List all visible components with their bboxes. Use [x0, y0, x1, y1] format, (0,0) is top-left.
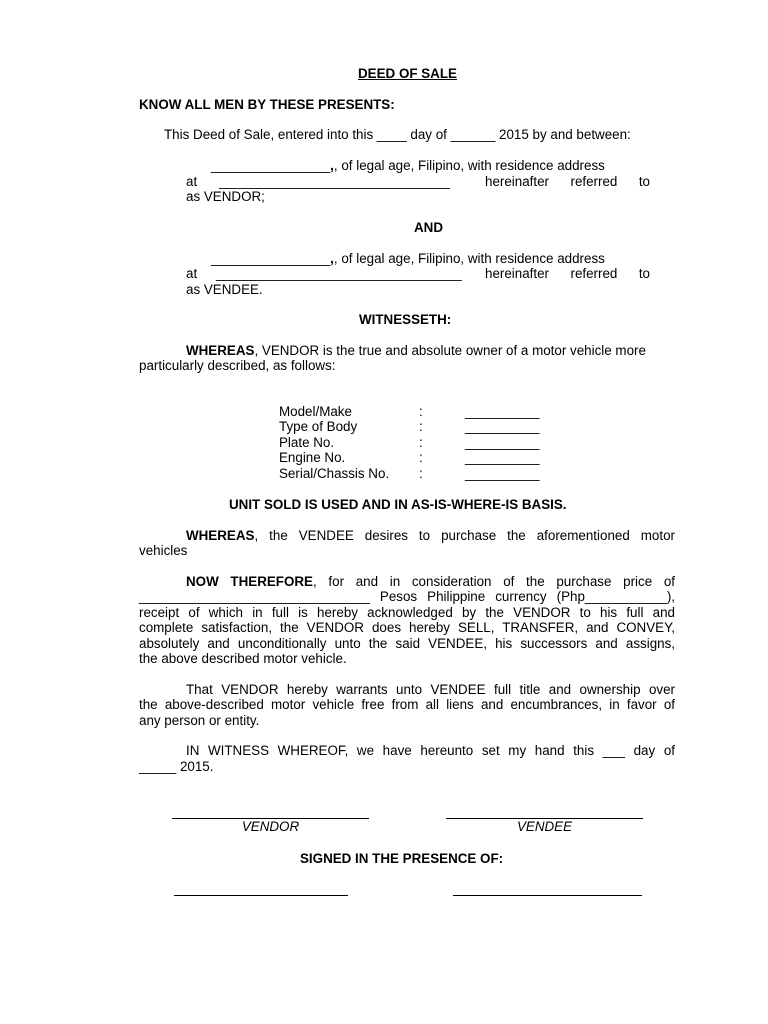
spec-blank: __________: [465, 450, 540, 465]
warranty-line-3: any person or entity.: [139, 713, 260, 728]
spec-label: Engine No.: [279, 450, 346, 465]
spec-blank: __________: [465, 419, 540, 434]
spec-row-model: [279, 404, 549, 420]
spec-label: Type of Body: [279, 419, 358, 434]
whereas-vendee-lead: WHEREAS: [186, 528, 255, 543]
spec-blank: __________: [465, 466, 540, 481]
spec-colon: :: [419, 404, 423, 419]
now-therefore-line-2: _______________________________ Pesos Philippine currency (Php___________),: [139, 589, 675, 604]
witness-whereof-line-1: IN WITNESS WHEREOF, we have hereunto set my hand this ___ day of: [186, 743, 675, 758]
warranty-line-1: That VENDOR hereby warrants unto VENDEE full title and ownership over: [186, 682, 675, 697]
vendee-line-3: as VENDEE.: [186, 282, 263, 297]
vendor-address-blank: _______________________________: [219, 174, 450, 189]
and-separator: AND: [414, 220, 444, 235]
warranty-line-2: the above-described motor vehicle free from all liens and encumbrances, in favor of: [139, 697, 675, 712]
intro-paragraph: This Deed of Sale, entered into this ____ day of ______ 2015 by and between:: [164, 127, 631, 142]
spec-blank: __________: [465, 404, 540, 419]
now-therefore-line-6: the above described motor vehicle.: [139, 651, 347, 666]
vendor-hereinafter: hereinafter referred to: [485, 174, 650, 189]
whereas-vendee-line-2: vehicles: [139, 543, 188, 558]
vendee-hereinafter: hereinafter referred to: [485, 266, 650, 281]
witnesseth-heading: WITNESSETH:: [359, 312, 452, 327]
now-therefore-text: , for and in consideration of the purchase price of: [313, 574, 675, 589]
vendor-signature-label: VENDOR: [241, 819, 300, 834]
spec-colon: :: [419, 466, 423, 481]
spec-colon: :: [419, 450, 423, 465]
witness-1-signature-line: [174, 895, 348, 896]
now-therefore-line-4: complete satisfaction, the VENDOR does hereby SELL, TRANSFER, and CONVEY,: [139, 620, 675, 635]
unit-sold-notice: UNIT SOLD IS USED AND IN AS-IS-WHERE-IS BASIS.: [229, 497, 567, 512]
spec-row-engine: [279, 450, 549, 466]
vendor-line-1-text: , of legal age, Filipino, with residence address: [333, 158, 605, 173]
witness-whereof-line-2: _____ 2015.: [139, 759, 214, 774]
now-therefore-line-3: receipt of which in full is hereby acknowledged by the VENDOR to his full and: [139, 605, 675, 620]
vendor-at: at: [186, 174, 198, 189]
now-therefore-line-1: [186, 574, 675, 590]
spec-label: Plate No.: [279, 435, 335, 450]
witness-2-signature-line: [453, 895, 642, 896]
vendor-name-blank: ________________: [211, 158, 331, 173]
spec-colon: :: [419, 419, 423, 434]
now-therefore-line-5: absolutely and unconditionally unto the said VENDEE, his successors and assigns,: [139, 636, 675, 651]
spec-colon: :: [419, 435, 423, 450]
vendee-signature-label: VENDEE: [516, 819, 573, 834]
spec-row-body: [279, 419, 549, 435]
vendee-line-1: ________________,, of legal age, Filipino, with residence address: [211, 251, 605, 266]
vendee-at: at: [186, 266, 198, 281]
vendee-line-1-text: , of legal age, Filipino, with residence address: [333, 251, 605, 266]
signed-presence-heading: SIGNED IN THE PRESENCE OF:: [300, 851, 504, 866]
spec-label: Model/Make: [279, 404, 352, 419]
whereas-vendee-line-1: [186, 528, 675, 544]
whereas-owner-lead: WHEREAS: [186, 343, 255, 358]
opening-line: KNOW ALL MEN BY THESE PRESENTS:: [139, 97, 395, 112]
vendor-line-1: ________________,, of legal age, Filipino, with residence address: [211, 158, 605, 173]
spec-blank: __________: [465, 435, 540, 450]
whereas-owner-line-2: particularly described, as follows:: [139, 358, 336, 373]
spec-row-plate: [279, 435, 549, 451]
document-title: DEED OF SALE: [358, 66, 457, 81]
vendee-name-blank: ________________: [211, 251, 331, 266]
whereas-owner-line-1: [186, 343, 646, 359]
now-therefore-lead: NOW THEREFORE: [186, 574, 313, 589]
spec-label: Serial/Chassis No.: [279, 466, 390, 481]
vendor-line-3: as VENDOR;: [186, 189, 265, 204]
vendee-address-blank: _________________________________: [216, 266, 462, 281]
spec-row-chassis: [279, 466, 549, 482]
whereas-owner-text: , VENDOR is the true and absolute owner of a motor vehicle more: [254, 343, 646, 358]
whereas-vendee-text: , the VENDEE desires to purchase the aforementioned motor: [254, 528, 675, 543]
